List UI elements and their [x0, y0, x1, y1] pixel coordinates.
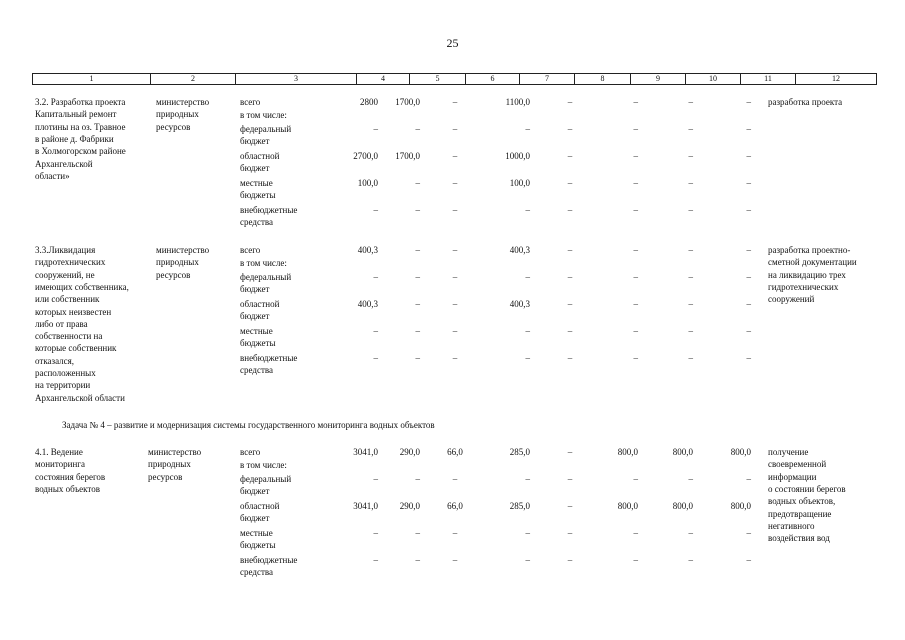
funding-value: – [452, 353, 458, 363]
funding-value: – [567, 326, 573, 336]
funding-value: – [452, 245, 458, 255]
funding-source-label: внебюджетные [240, 353, 298, 363]
header-col-4: 4 [356, 74, 409, 84]
executor-line: природных [156, 257, 199, 268]
funding-value: – [567, 447, 573, 457]
funding-value: 1100,0 [505, 97, 530, 107]
funding-value: – [415, 245, 420, 255]
funding-source-label: бюджет [240, 284, 270, 295]
funding-value: – [746, 555, 751, 565]
measure-name-line: сооружений, не [35, 269, 95, 280]
measure-name-line: в районе д. Фабрики [35, 133, 114, 144]
funding-source-label: средства [240, 365, 274, 376]
funding-value: – [525, 353, 530, 363]
funding-value: – [373, 326, 378, 336]
funding-value: – [452, 474, 458, 484]
funding-source-label: в том числе: [240, 460, 287, 470]
funding-source-label: областной [240, 151, 280, 161]
funding-value: – [746, 151, 751, 161]
funding-source-label: в том числе: [240, 110, 287, 120]
measure-name-line: в Холмогорском районе [35, 146, 126, 157]
funding-source-label: федеральный [240, 124, 292, 134]
funding-value: 800,0 [730, 447, 751, 457]
funding-value: – [633, 326, 638, 336]
funding-value: – [452, 151, 458, 161]
expected-result-line: о состоянии берегов [768, 483, 846, 494]
measure-name-line: 3.2. Разработка проекта [35, 97, 126, 107]
funding-value: 290,0 [399, 501, 420, 511]
measure-name-line: 3.3.Ликвидация [35, 245, 96, 255]
funding-value: – [415, 299, 420, 309]
funding-value: – [452, 555, 458, 565]
funding-value: – [746, 178, 751, 188]
funding-value: 100,0 [509, 178, 530, 188]
funding-value: – [373, 124, 378, 134]
executor-line: министерство [148, 447, 202, 457]
measure-name-line: имеющих собственника, [35, 281, 129, 292]
measure-name-line: собственности на [35, 331, 103, 342]
funding-value: – [415, 528, 420, 538]
funding-value: – [746, 353, 751, 363]
funding-value: – [633, 124, 638, 134]
funding-value: 285,0 [509, 501, 530, 511]
funding-source-label: средства [240, 567, 274, 578]
measure-name-line: которых неизвестен [35, 306, 112, 317]
funding-value: – [567, 245, 573, 255]
expected-result-line: предотвращение [768, 508, 832, 519]
funding-value: – [633, 474, 638, 484]
funding-value: – [525, 474, 530, 484]
funding-value: 100,0 [357, 178, 378, 188]
funding-value: – [567, 474, 573, 484]
funding-source-label: местные [240, 178, 273, 188]
measure-name-line: расположенных [35, 368, 96, 378]
funding-value: – [633, 97, 638, 107]
measure-name-line: плотины на оз. Травное [35, 121, 126, 132]
funding-value: 1000,0 [505, 151, 530, 161]
funding-value: – [452, 299, 458, 309]
funding-value: – [373, 474, 378, 484]
funding-value: 800,0 [730, 501, 751, 511]
funding-value: – [746, 299, 751, 309]
funding-value: – [746, 245, 751, 255]
funding-value: – [525, 272, 530, 282]
measure-name-line: которые собственник [35, 343, 117, 354]
funding-value: – [746, 97, 751, 107]
funding-value: 1700,0 [395, 97, 420, 107]
funding-source-label: внебюджетные [240, 205, 298, 215]
funding-value: – [688, 151, 693, 161]
funding-value: – [688, 474, 693, 484]
funding-value: – [452, 97, 458, 107]
funding-value: – [567, 353, 573, 363]
executor-line: природных [156, 109, 199, 120]
expected-result-line: гидротехнических [768, 281, 839, 292]
funding-value: 3041,0 [353, 447, 378, 457]
funding-value: – [746, 326, 751, 336]
executor-line: ресурсов [156, 121, 191, 132]
measure-name-line: или собственник [35, 294, 100, 305]
funding-value: – [415, 178, 420, 188]
funding-source-label: всего [240, 97, 261, 107]
funding-value: 66,0 [447, 501, 463, 511]
measure-name-line: отказался, [35, 355, 75, 366]
measure-name-line: Архангельской области [35, 392, 125, 403]
funding-source-label: бюджет [240, 486, 270, 497]
funding-value: – [633, 528, 638, 538]
header-col-5: 5 [409, 74, 465, 84]
expected-result-line: сооружений [768, 294, 815, 305]
funding-value: – [373, 205, 378, 215]
funding-value: – [567, 124, 573, 134]
expected-result-line: разработка проектно- [768, 245, 851, 255]
measure-name-line: Капитальный ремонт [35, 109, 117, 120]
measure-name-line: мониторинга [35, 459, 85, 470]
funding-value: – [688, 178, 693, 188]
funding-source-label: бюджеты [240, 190, 276, 201]
funding-value: – [452, 178, 458, 188]
funding-source-label: бюджет [240, 163, 270, 174]
funding-value: – [452, 528, 458, 538]
funding-value: 400,3 [509, 245, 530, 255]
funding-value: 800,0 [672, 447, 693, 457]
funding-value: 800,0 [672, 501, 693, 511]
funding-value: – [688, 299, 693, 309]
expected-result-line: сметной документации [768, 257, 857, 268]
funding-value: 400,3 [357, 245, 378, 255]
funding-value: – [525, 205, 530, 215]
funding-value: 66,0 [447, 447, 463, 457]
funding-value: 400,3 [357, 299, 378, 309]
funding-value: – [567, 501, 573, 511]
page-number: 25 [446, 36, 459, 50]
measure-name-line: либо от права [35, 318, 88, 329]
funding-value: 290,0 [399, 447, 420, 457]
funding-source-label: бюджет [240, 136, 270, 147]
expected-result-line: воздействия вод [768, 533, 830, 544]
header-col-8: 8 [574, 74, 630, 84]
funding-value: – [633, 205, 638, 215]
measure-name-line: 4.1. Ведение [35, 447, 83, 457]
funding-value: – [567, 555, 573, 565]
funding-value: – [415, 555, 420, 565]
funding-value: – [746, 124, 751, 134]
header-col-2: 2 [150, 74, 235, 84]
funding-value: – [633, 299, 638, 309]
funding-source-label: всего [240, 245, 261, 255]
funding-value: – [567, 299, 573, 309]
funding-value: – [525, 528, 530, 538]
funding-value: – [452, 205, 458, 215]
funding-source-label: областной [240, 501, 280, 511]
funding-value: – [688, 124, 693, 134]
executor-line: министерство [156, 245, 210, 255]
executor-line: ресурсов [148, 471, 183, 482]
funding-value: 800,0 [617, 447, 638, 457]
measure-name-line: состояния берегов [35, 471, 106, 482]
funding-value: – [688, 528, 693, 538]
funding-value: – [525, 326, 530, 336]
funding-value: – [567, 97, 573, 107]
measure-name-line: водных объектов [35, 483, 100, 494]
funding-value: 3041,0 [353, 501, 378, 511]
expected-result-line: информации [768, 471, 817, 482]
funding-value: – [688, 353, 693, 363]
executor-line: ресурсов [156, 269, 191, 280]
executor-line: министерство [156, 97, 210, 107]
funding-value: – [567, 205, 573, 215]
expected-result-line: на ликвидацию трех [768, 269, 846, 280]
funding-value: – [633, 555, 638, 565]
funding-value: – [633, 151, 638, 161]
funding-source-label: бюджеты [240, 338, 276, 349]
header-col-7: 7 [519, 74, 574, 84]
funding-value: – [567, 178, 573, 188]
funding-value: – [452, 124, 458, 134]
funding-source-label: местные [240, 326, 273, 336]
task4-heading: Задача № 4 – развитие и модернизация системы государственного мониторинга водных объектов [62, 420, 435, 430]
funding-value: – [415, 124, 420, 134]
header-col-1: 1 [89, 74, 94, 83]
funding-value: – [373, 528, 378, 538]
funding-source-label: средства [240, 217, 274, 228]
funding-value: 2800 [360, 97, 378, 107]
funding-value: – [452, 272, 458, 282]
funding-value: – [746, 205, 751, 215]
expected-result-line: своевременной [768, 459, 827, 470]
funding-value: – [746, 474, 751, 484]
funding-source-label: федеральный [240, 474, 292, 484]
funding-value: – [525, 555, 530, 565]
measure-name-line: на территории [35, 380, 91, 391]
table-header-row [32, 73, 877, 85]
funding-value: – [415, 326, 420, 336]
funding-source-label: в том числе: [240, 258, 287, 268]
funding-value: – [633, 245, 638, 255]
expected-result-line: разработка проекта [768, 97, 843, 107]
funding-value: – [688, 272, 693, 282]
funding-source-label: федеральный [240, 272, 292, 282]
measure-name-line: гидротехнических [35, 257, 106, 268]
funding-value: – [688, 205, 693, 215]
measure-name-line: области» [35, 170, 70, 181]
funding-value: – [452, 326, 458, 336]
funding-value: – [415, 474, 420, 484]
funding-source-label: внебюджетные [240, 555, 298, 565]
expected-result-line: негативного [768, 520, 815, 531]
funding-value: – [688, 555, 693, 565]
funding-value: – [567, 151, 573, 161]
header-col-11: 11 [740, 74, 795, 84]
funding-value: – [415, 272, 420, 282]
funding-value: 285,0 [509, 447, 530, 457]
expected-result-line: водных объектов, [768, 496, 836, 507]
funding-source-label: местные [240, 528, 273, 538]
header-col-9: 9 [630, 74, 685, 84]
header-col-12: 12 [795, 74, 876, 84]
measure-name-line: Архангельской [35, 158, 93, 169]
funding-source-label: бюджет [240, 311, 270, 322]
funding-source-label: бюджет [240, 513, 270, 524]
funding-value: – [633, 272, 638, 282]
funding-value: – [525, 124, 530, 134]
funding-value: – [688, 245, 693, 255]
funding-source-label: областной [240, 299, 280, 309]
expected-result-line: получение [768, 447, 809, 457]
funding-value: – [373, 272, 378, 282]
funding-value: – [415, 205, 420, 215]
funding-value: 400,3 [509, 299, 530, 309]
header-col-3: 3 [235, 74, 356, 84]
funding-value: – [633, 178, 638, 188]
funding-value: – [567, 528, 573, 538]
funding-value: – [688, 97, 693, 107]
funding-source-label: бюджеты [240, 540, 276, 551]
funding-value: 800,0 [617, 501, 638, 511]
header-col-6: 6 [465, 74, 519, 84]
funding-value: – [567, 272, 573, 282]
funding-value: – [746, 528, 751, 538]
funding-value: – [688, 326, 693, 336]
funding-value: 2700,0 [353, 151, 378, 161]
funding-value: – [373, 555, 378, 565]
header-col-10: 10 [685, 74, 740, 84]
funding-source-label: всего [240, 447, 261, 457]
funding-value: – [746, 272, 751, 282]
funding-value: – [633, 353, 638, 363]
funding-value: – [415, 353, 420, 363]
funding-value: 1700,0 [395, 151, 420, 161]
executor-line: природных [148, 459, 191, 470]
funding-value: – [373, 353, 378, 363]
